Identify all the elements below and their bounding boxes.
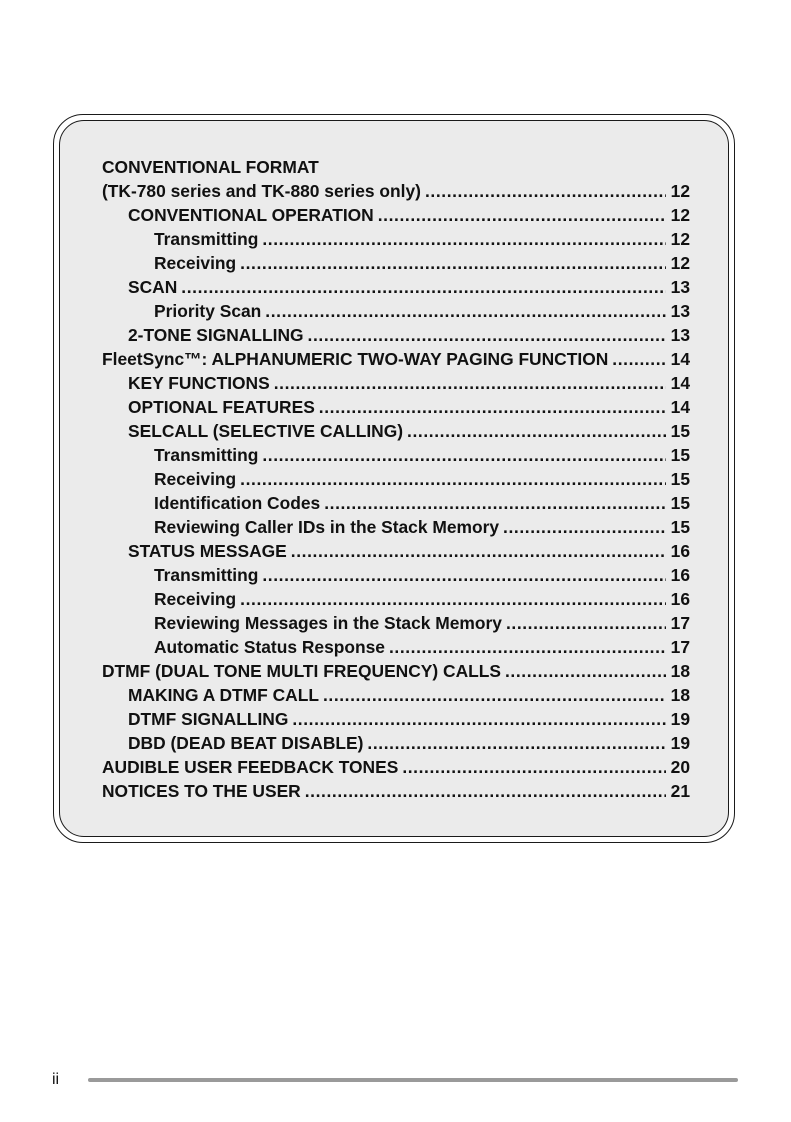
toc-entry-title: Automatic Status Response [154, 637, 385, 657]
toc-entry-title: MAKING A DTMF CALL [128, 685, 319, 705]
dot-leader [389, 637, 666, 657]
toc-entry[interactable] [102, 297, 690, 321]
toc-entry-page: 19 [670, 709, 690, 729]
toc-entry-title: SCAN [128, 277, 178, 297]
toc-entry-title: Receiving [154, 469, 237, 489]
toc-entry[interactable] [102, 157, 690, 177]
dot-leader [308, 325, 666, 345]
toc-entry[interactable] [102, 249, 690, 273]
toc-entry-title: CONVENTIONAL FORMAT [102, 157, 319, 177]
toc-entry[interactable] [102, 369, 690, 393]
toc-entry-page: 17 [670, 637, 690, 657]
toc-entry[interactable] [102, 441, 690, 465]
dot-leader [505, 661, 666, 681]
toc-entry[interactable] [102, 633, 690, 657]
dot-leader [292, 709, 666, 729]
toc-entry[interactable] [102, 609, 690, 633]
toc-entry-page: 15 [670, 493, 690, 513]
dot-leader [265, 301, 666, 321]
toc-entry-page: 13 [670, 325, 690, 345]
toc-entry-page: 15 [670, 421, 690, 441]
dot-leader [274, 373, 666, 393]
toc-entry-page: 18 [670, 685, 690, 705]
toc-entry-page: 15 [670, 517, 690, 537]
toc-entry-page: 13 [670, 277, 690, 297]
toc-entry-page: 16 [670, 541, 690, 561]
toc-entry-title: Receiving [154, 589, 237, 609]
dot-leader [506, 613, 666, 633]
toc-entry-page: 21 [670, 781, 690, 801]
dot-leader [407, 421, 666, 441]
toc-entry[interactable] [102, 657, 690, 681]
toc-entry[interactable] [102, 273, 690, 297]
toc-entry-page: 14 [670, 397, 690, 417]
table-of-contents [102, 157, 690, 801]
toc-entry[interactable] [102, 729, 690, 753]
toc-entry-title: Reviewing Messages in the Stack Memory [154, 613, 502, 633]
toc-entry-title: DTMF (DUAL TONE MULTI FREQUENCY) CALLS [102, 661, 501, 681]
dot-leader [262, 565, 666, 585]
toc-entry[interactable] [102, 489, 690, 513]
dot-leader [262, 229, 666, 249]
footer-page-number: ii [52, 1071, 60, 1088]
toc-entry-page: 19 [670, 733, 690, 753]
toc-entry-title: Transmitting [154, 445, 259, 465]
dot-leader [291, 541, 666, 561]
toc-entry-page: 17 [670, 613, 690, 633]
dot-leader [378, 205, 666, 225]
toc-entry[interactable] [102, 753, 690, 777]
toc-entry-page: 14 [670, 349, 690, 369]
dot-leader [319, 397, 666, 417]
toc-entry-title: FleetSync™: ALPHANUMERIC TWO-WAY PAGING FUNCTION [102, 349, 609, 369]
footer-rule [88, 1078, 738, 1082]
toc-entry-title: KEY FUNCTIONS [128, 373, 270, 393]
toc-entry-title: STATUS MESSAGE [128, 541, 287, 561]
toc-entry[interactable] [102, 393, 690, 417]
toc-entry[interactable] [102, 513, 690, 537]
dot-leader [503, 517, 666, 537]
toc-entry-page: 12 [670, 253, 690, 273]
toc-entry[interactable] [102, 345, 690, 369]
toc-entry[interactable] [102, 681, 690, 705]
toc-entry[interactable] [102, 585, 690, 609]
toc-entry[interactable] [102, 777, 690, 801]
toc-entry-title: (TK-780 series and TK-880 series only) [102, 181, 421, 201]
toc-entry-title: OPTIONAL FEATURES [128, 397, 315, 417]
toc-entry[interactable] [102, 537, 690, 561]
toc-entry-title: NOTICES TO THE USER [102, 781, 301, 801]
dot-leader [402, 757, 666, 777]
toc-entry-page: 16 [670, 565, 690, 585]
toc-entry-title: DBD (DEAD BEAT DISABLE) [128, 733, 364, 753]
dot-leader [305, 781, 666, 801]
toc-entry[interactable] [102, 705, 690, 729]
toc-entry-title: 2-TONE SIGNALLING [128, 325, 304, 345]
toc-entry[interactable] [102, 201, 690, 225]
toc-entry-page: 15 [670, 469, 690, 489]
toc-entry-title: Transmitting [154, 229, 259, 249]
toc-entry-page: 16 [670, 589, 690, 609]
toc-entry-title: AUDIBLE USER FEEDBACK TONES [102, 757, 399, 777]
toc-entry-page: 12 [670, 205, 690, 225]
dot-leader [181, 277, 666, 297]
toc-entry-page: 12 [670, 229, 690, 249]
toc-entry[interactable] [102, 465, 690, 489]
toc-entry[interactable] [102, 561, 690, 585]
toc-entry-page: 15 [670, 445, 690, 465]
dot-leader [240, 469, 666, 489]
toc-entry-title: Reviewing Caller IDs in the Stack Memory [154, 517, 500, 537]
toc-entry-page: 14 [670, 373, 690, 393]
toc-entry-page: 12 [670, 181, 690, 201]
dot-leader [240, 253, 666, 273]
toc-entry-title: Transmitting [154, 565, 259, 585]
toc-entry-title: CONVENTIONAL OPERATION [128, 205, 374, 225]
toc-entry-page: 18 [670, 661, 690, 681]
toc-entry-title: DTMF SIGNALLING [128, 709, 289, 729]
toc-entry-title: Priority Scan [154, 301, 262, 321]
toc-entry-page: 20 [670, 757, 690, 777]
toc-entry-title: SELCALL (SELECTIVE CALLING) [128, 421, 404, 441]
dot-leader [367, 733, 666, 753]
dot-leader [425, 181, 666, 201]
toc-entry-page: 13 [670, 301, 690, 321]
toc-entry[interactable] [102, 177, 690, 201]
toc-entry[interactable] [102, 417, 690, 441]
dot-leader [323, 685, 666, 705]
dot-leader [240, 589, 666, 609]
toc-entry[interactable] [102, 225, 690, 249]
dot-leader [612, 349, 666, 369]
toc-entry-title: Identification Codes [154, 493, 321, 513]
toc-entry[interactable] [102, 321, 690, 345]
dot-leader [324, 493, 666, 513]
toc-entry-title: Receiving [154, 253, 237, 273]
dot-leader [262, 445, 666, 465]
